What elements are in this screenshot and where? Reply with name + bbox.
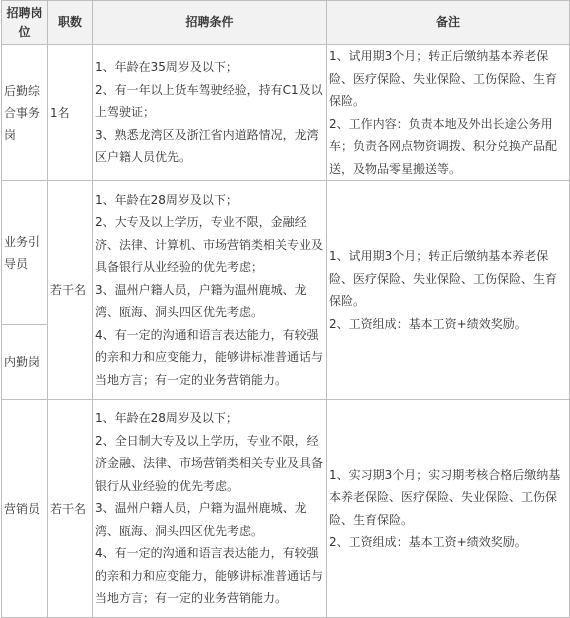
table-row	[2, 45, 570, 181]
position-cell: 业务引导员	[2, 181, 48, 325]
notes-cell	[327, 45, 570, 181]
note-item: 2、工作内容：负责本地及外出长途公务用车；负责各网点物资调拨、积分兑换产品配送，及物品零星搬送等。	[329, 116, 558, 176]
condition-item: 1、年龄在28周岁及以下；	[95, 192, 238, 207]
condition-item: 1、年龄在28周岁及以下；	[95, 411, 238, 426]
note-item: 2、工资组成：基本工资+绩效奖励。	[329, 535, 527, 549]
note-item: 1、试用期3个月；转正后缴纳基本养老保险、医疗保险、失业保险、工伤保险、生育保险。	[329, 49, 558, 108]
condition-item: 4、有一定的沟通和语言表达能力，有较强的亲和力和应变能力，能够讲标准普通话与当地方言；有一定的业务营销能力。	[95, 327, 324, 387]
count-cell: 若干名	[48, 181, 93, 400]
header-count: 职数	[48, 1, 93, 45]
condition-item: 1、年龄在35周岁及以下；	[95, 60, 238, 75]
position-cell: 后勤综合事务岗	[2, 45, 48, 181]
count-cell: 1名	[48, 45, 93, 181]
conditions-cell	[93, 400, 327, 618]
note-item: 2、工资组成：基本工资+绩效奖励。	[329, 316, 527, 331]
condition-item: 3、熟悉龙湾区及浙江省内道路情况，龙湾区户籍人员优先。	[95, 127, 319, 165]
conditions-cell	[93, 181, 327, 400]
note-item: 1、试用期3个月；转正后缴纳基本养老保险、医疗保险、失业保险、工伤保险、生育保险。	[329, 249, 558, 308]
table-row	[2, 181, 570, 325]
condition-item: 4、有一定的沟通和语言表达能力，有较强的亲和力和应变能力，能够讲标准普通话与当地方言；有一定的业务营销能力。	[95, 546, 324, 606]
notes-cell	[327, 400, 570, 618]
notes-cell	[327, 181, 570, 400]
condition-item: 2、大专及以上学历，专业不限，金融经济、法律、计算机、市场营销类相关专业及具备银行从业经验的优先考虑；	[95, 215, 324, 275]
note-item: 1、实习期3个月；实习期考核合格后缴纳基本养老保险、医疗保险、失业保险、工伤保险、生育保险。	[329, 467, 561, 527]
header-notes: 备注	[327, 1, 570, 45]
condition-item: 3、温州户籍人员，户籍为温州鹿城、龙湾、瓯海、洞头四区优先考虑。	[95, 282, 307, 320]
table-row	[2, 400, 570, 618]
conditions-cell	[93, 45, 327, 181]
position-cell: 内勤岗	[2, 325, 48, 400]
condition-item: 2、全日制大专及以上学历，专业不限，经济金融、法律、市场营销类相关专业及具备银行从业经验的优先考虑。	[95, 433, 324, 493]
condition-item: 2、有一年以上货车驾驶经验，持有C1及以上驾驶证；	[95, 82, 323, 120]
count-cell: 若干名	[48, 400, 93, 618]
table-header-row	[2, 1, 570, 45]
condition-item: 3、温州户籍人员，户籍为温州鹿城、龙湾、瓯海、洞头四区优先考虑。	[95, 501, 307, 538]
header-position: 招聘岗位	[2, 1, 48, 45]
recruitment-table	[1, 0, 570, 618]
header-conditions: 招聘条件	[93, 1, 327, 45]
position-cell: 营销员	[2, 400, 48, 618]
